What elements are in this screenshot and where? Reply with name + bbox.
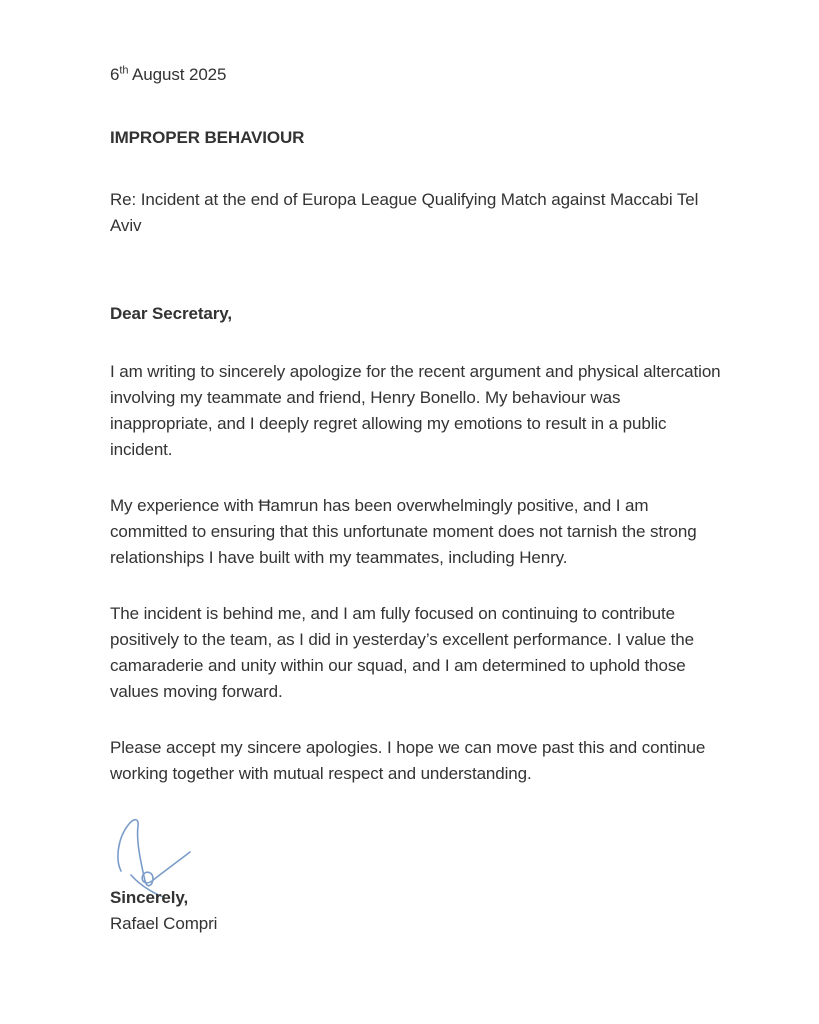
body-paragraph-4: Please accept my sincere apologies. I hope we can move past this and continue working together with mutual respect and understanding. bbox=[110, 738, 706, 783]
date-line bbox=[110, 62, 724, 88]
body-paragraph-2: My experience with Ħamrun has been overwhelmingly positive, and I am committed to ensuring that this unfortunate moment does not tarnish the strong relationships I have built with my teammates, including Henry. bbox=[110, 496, 697, 567]
reference-line: Re: Incident at the end of Europa League Qualifying Match against Maccabi Tel Aviv bbox=[110, 190, 699, 235]
subject-heading: IMPROPER BEHAVIOUR bbox=[110, 128, 305, 147]
date-rest: August 2025 bbox=[128, 65, 227, 84]
signature-block bbox=[110, 817, 724, 937]
closing: Sincerely, bbox=[110, 888, 189, 907]
body-paragraph-3: The incident is behind me, and I am fully focused on continuing to contribute positively to the team, as I did in yesterday’s excellent performance. I value the camaraderie and unity within our squad, and I am determined to uphold those values moving forward. bbox=[110, 604, 694, 701]
body-paragraph-1: I am writing to sincerely apologize for the recent argument and physical altercation involving my teammate and friend, Henry Bonello. My behaviour was inappropriate, and I deeply regret allowing my emotions to result in a public incident. bbox=[110, 362, 721, 459]
date-ordinal-superscript: th bbox=[119, 64, 129, 77]
date-day: 6 bbox=[110, 65, 120, 84]
signer-name: Rafael Compri bbox=[110, 914, 218, 933]
letter-content bbox=[110, 62, 724, 937]
salutation: Dear Secretary, bbox=[110, 304, 232, 323]
